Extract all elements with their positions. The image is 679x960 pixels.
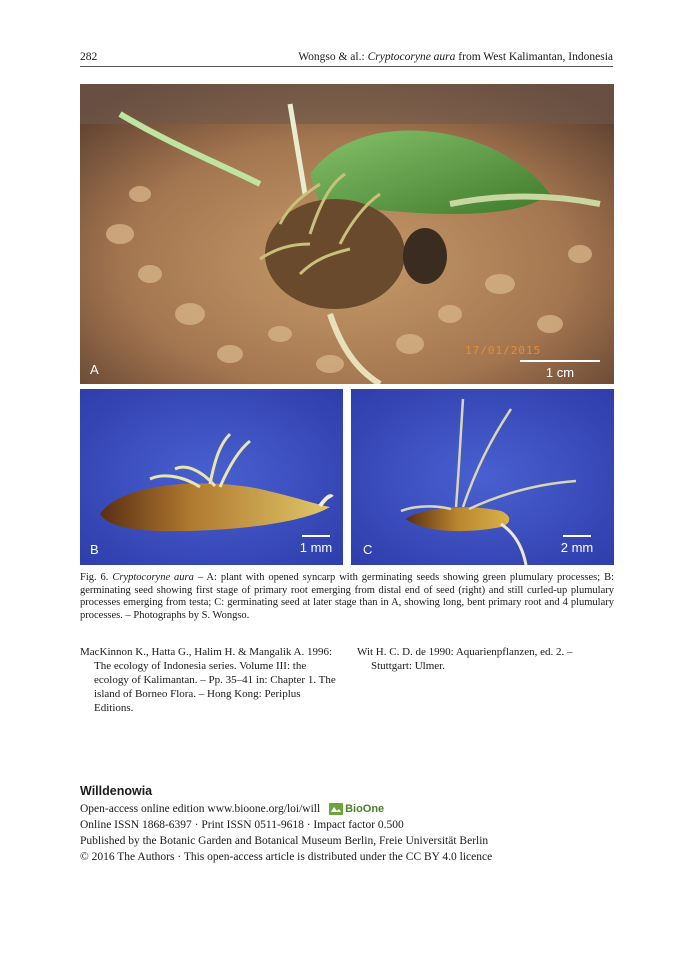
panel-c-scale-label: 2 mm [560, 540, 594, 555]
publisher-line: Published by the Botanic Garden and Botanical Museum Berlin, Freie Universität Berlin [80, 835, 489, 848]
panel-b-scale-bar [296, 535, 336, 555]
page-header [80, 50, 613, 66]
bioone-logo-text: BioOne [345, 803, 385, 816]
panel-a-date-stamp: 17/01/2015 [465, 344, 542, 357]
panel-c-scale-bar [555, 535, 599, 555]
reference-wit: Wit H. C. D. de 1990: Aquarienpflanzen, ed. 2. – Stuttgart: Ulmer. [357, 646, 573, 672]
figure-panel-b [80, 389, 343, 565]
figure-caption: Fig. 6. Cryptocoryne aura – A: plant with opened syncarp with germinating seeds showing green plumulary processes; B: germinating seed showing first stage of primary root emerging from distal end of seed (right) and still curled-up plumulary processes emerging from testa; C: germinating seed at later stage than in A, showing long, bent primary root and 4 plumulary processes. – Photographs by S. Wongso. [80, 572, 615, 621]
scale-bar-line [520, 360, 600, 362]
issn-line: Online ISSN 1868-6397 · Print ISSN 0511-9618 · Impact factor 0.500 [80, 819, 404, 832]
scale-bar-line [563, 535, 591, 537]
access-text[interactable]: Open-access online edition www.bioone.org/loi/will [80, 803, 321, 815]
panel-b-scale-label: 1 mm [299, 540, 333, 555]
panel-a-scale-bar [520, 360, 600, 380]
journal-name: Willdenowia [80, 784, 153, 798]
running-title: Wongso & al.: Cryptocoryne aura from West Kalimantan, Indonesia [298, 51, 613, 63]
figure-panel-c [351, 389, 614, 565]
scale-bar-line [302, 535, 330, 537]
access-line [80, 801, 614, 817]
panel-a-photo [80, 84, 614, 384]
licence-line: © 2016 The Authors · This open-access article is distributed under the CC BY 4.0 licence [80, 851, 493, 864]
panel-a-label: A [90, 362, 99, 377]
panel-b-label: B [90, 542, 99, 557]
figure-panel-a [80, 84, 614, 384]
header-rule [80, 66, 613, 67]
bioone-logo[interactable] [329, 801, 384, 817]
journal-footer [80, 783, 614, 865]
bioone-icon [329, 803, 343, 815]
panel-c-label: C [363, 542, 373, 557]
reference-column-right [357, 645, 614, 673]
panel-a-scale-label: 1 cm [545, 365, 575, 380]
reference-column-left [80, 645, 340, 715]
page-number: 282 [80, 51, 98, 63]
reference-mackinnon: MacKinnon K., Hatta G., Halim H. & Mangalik A. 1996: The ecology of Indonesia series. Volume III: the ecology of Kalimantan. – Pp. 35–41 in: Chapter 1. The island of Borneo Flora. – Hong Kong: Periplus Editions. [80, 646, 336, 714]
